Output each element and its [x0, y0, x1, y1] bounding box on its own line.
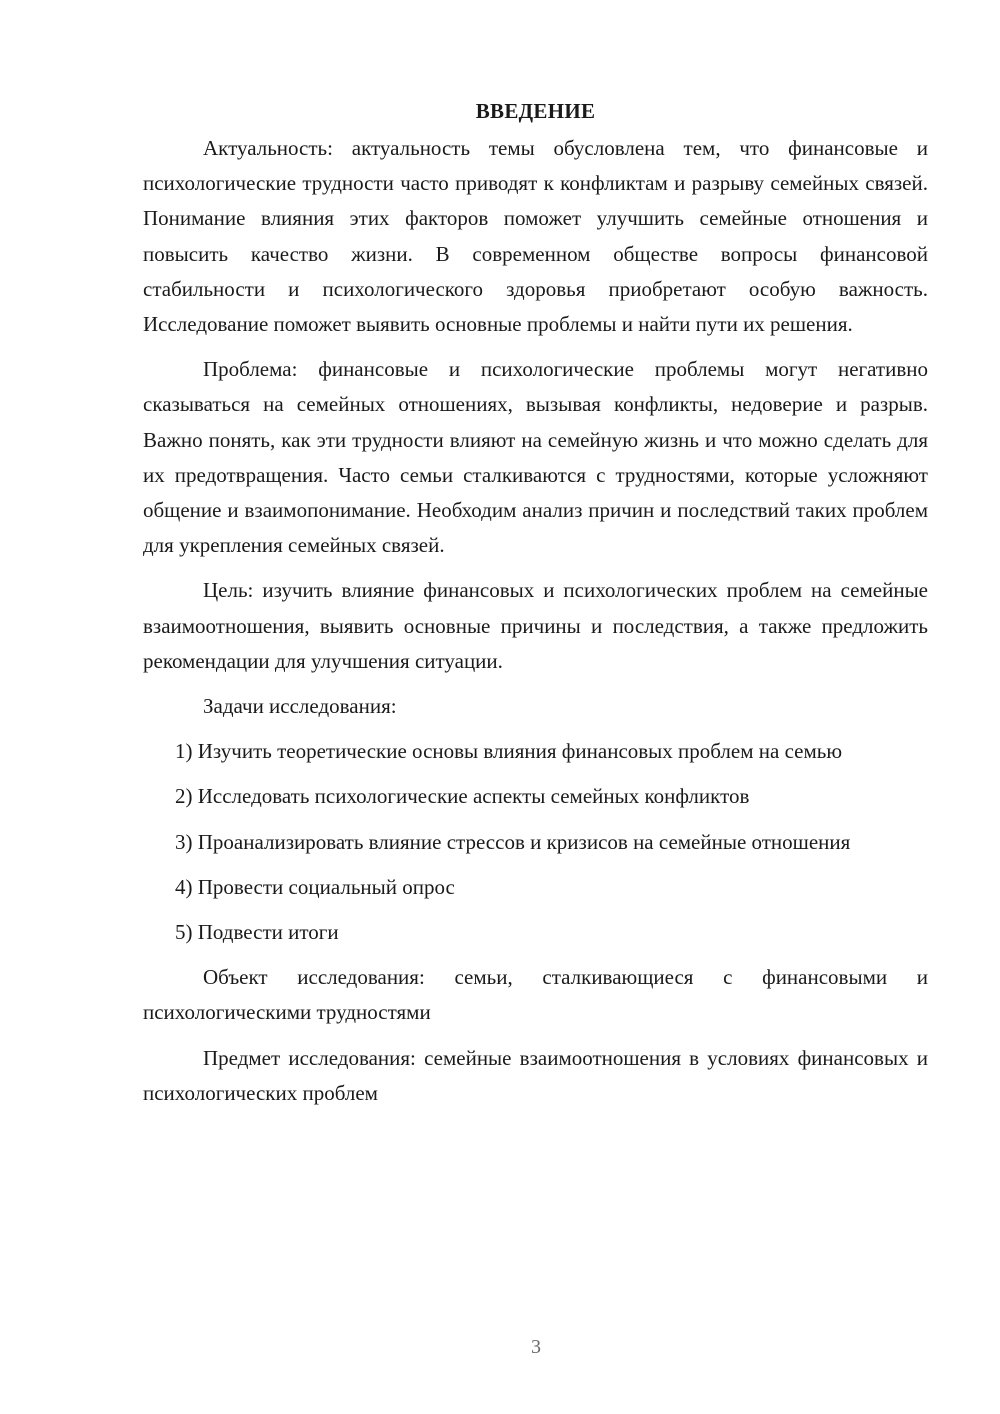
task-item: 2) Исследовать психологические аспекты семейных конфликтов	[175, 784, 750, 809]
paragraph-subject: Предмет исследования: семейные взаимоотношения в условиях финансовых и психологических проблем	[143, 1045, 928, 1105]
paragraph-problem: Проблема: финансовые и психологические проблемы могут негативно сказываться на семейных отношениях, вызывая конфликты, недоверие и разрыв. Важно понять, как эти трудности влияют на семейную жизнь и что можно сделать для их предотвращения. Часто семьи сталкиваются с трудностями, которые усложняют общение и взаимопонимание. Необходим анализ причин и последствий таких проблем для укрепления семейных связей.	[143, 357, 928, 558]
page-number: 3	[531, 1336, 541, 1358]
task-item: 1) Изучить теоретические основы влияния финансовых проблем на семью	[175, 739, 843, 764]
task-item: 3) Проанализировать влияние стрессов и кризисов на семейные отношения	[175, 829, 851, 854]
task-item: 5) Подвести итоги	[175, 920, 339, 945]
paragraph-object: Объект исследования: семьи, сталкивающиеся с финансовыми и психологическими трудностями	[143, 965, 928, 1025]
section-title: ВВЕДЕНИЕ	[475, 99, 596, 123]
tasks-heading: Задачи исследования:	[203, 694, 397, 719]
page-content	[143, 96, 928, 1121]
task-item: 4) Провести социальный опрос	[175, 874, 455, 899]
paragraph-goal: Цель: изучить влияние финансовых и психологических проблем на семейные взаимоотношения, выявить основные причины и последствия, а также предложить рекомендации для улучшения ситуации.	[143, 578, 928, 673]
paragraph-relevance: Актуальность: актуальность темы обусловлена тем, что финансовые и психологические трудности часто приводят к конфликтам и разрыву семейных связей. Понимание влияния этих факторов поможет улучшить семейные отношения и повысить качество жизни. В современном обществе вопросы финансовой стабильности и психологического здоровья приобретают особую важность. Исследование поможет выявить основные проблемы и найти пути их решения.	[143, 136, 928, 337]
